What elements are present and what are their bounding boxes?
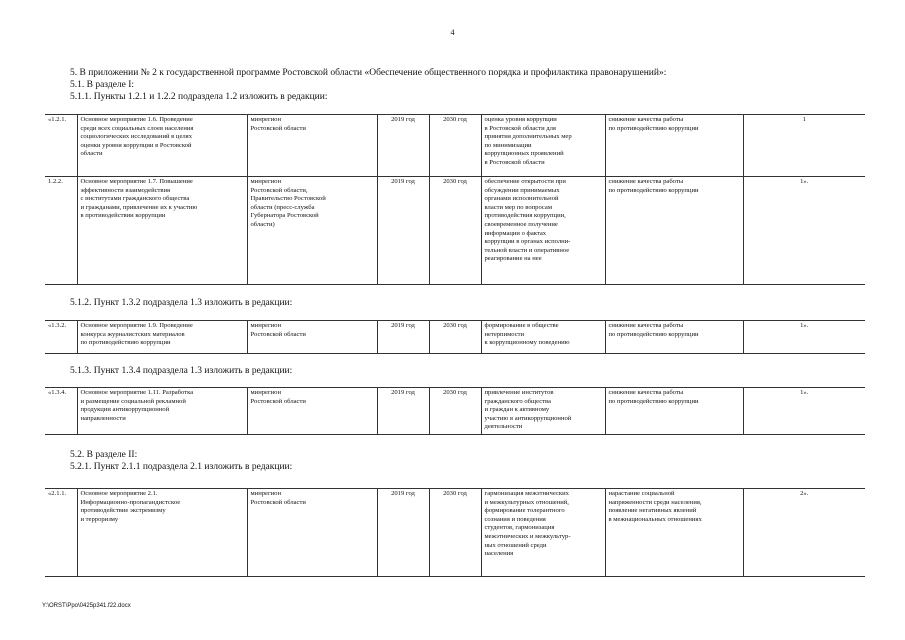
table-row <box>45 388 865 435</box>
cell-consequences: снижение качества работы по противодействию коррупции <box>605 388 743 435</box>
cell-result: гармонизация межэтнических и межкультурных отношений, формирование толерантного сознания и поведения студентов, гармонизация межэтнических и межкультур- ных отношений среди населения <box>481 489 605 577</box>
cell-executor: минрегион Ростовской области <box>247 115 377 177</box>
footer-file-path: Y:\ORST\Ppo\0425p341.f22.docx <box>42 603 131 609</box>
cell-executor: минрегион Ростовской области, Правительство Ростовской области (пресс-служба Губернатора Ростовской области) <box>247 177 377 285</box>
cell-result: обеспечение открытости при обсуждении принимаемых органами исполнительной власти мер по вопросам противодействия коррупции, своевременное получение информации о фактах коррупции в органах исполни- тельной власти и оперативное реагирование на нее <box>481 177 605 285</box>
table-row <box>45 177 865 285</box>
cell-result: оценка уровня коррупции в Ростовской области для принятия дополнительных мер по минимизации коррупционных проявлений в Ростовской области <box>481 115 605 177</box>
table-row <box>45 115 865 177</box>
paragraph-5: 5. В приложении № 2 к государственной программе Ростовской области «Обеспечение общественного порядка и профилактика правонарушений»: <box>70 68 667 78</box>
cell-start-year: 2019 год <box>377 321 429 354</box>
table-section-1-3-2 <box>45 320 865 354</box>
cell-end-year: 2030 год <box>429 115 481 177</box>
cell-consequences: снижение качества работы по противодействию коррупции <box>605 321 743 354</box>
table-row <box>45 489 865 577</box>
paragraph-5-1-3: 5.1.3. Пункт 1.3.4 подраздела 1.3 изложить в редакции: <box>70 366 293 376</box>
cell-end-year: 2030 год <box>429 489 481 577</box>
cell-number: «1.2.1. <box>45 115 77 177</box>
paragraph-5-2: 5.2. В разделе II: <box>70 450 138 460</box>
cell-end-year: 2030 год <box>429 321 481 354</box>
cell-number: «2.1.1. <box>45 489 77 577</box>
cell-measure: Основное мероприятие 1.9. Проведение конкурса журналистских материалов по противодействию коррупции <box>77 321 247 354</box>
paragraph-5-1-1: 5.1.1. Пункты 1.2.1 и 1.2.2 подраздела 1.2 изложить в редакции: <box>70 92 328 102</box>
cell-measure: Основное мероприятие 1.6. Проведение среди всех социальных слоев населения социологических исследований в целях оценки уровня коррупции в Ростовской области <box>77 115 247 177</box>
cell-indicator: 1». <box>743 321 865 354</box>
cell-indicator: 1». <box>743 177 865 285</box>
paragraph-5-2-1: 5.2.1. Пункт 2.1.1 подраздела 2.1 изложить в редакции: <box>70 462 293 472</box>
cell-executor: минрегион Ростовской области <box>247 489 377 577</box>
cell-result: привлечение институтов гражданского общества и граждан к активному участию в антикоррупционной деятельности <box>481 388 605 435</box>
cell-start-year: 2019 год <box>377 115 429 177</box>
cell-indicator: 1 <box>743 115 865 177</box>
cell-end-year: 2030 год <box>429 177 481 285</box>
table-row <box>45 321 865 354</box>
cell-result: формирование в обществе нетерпимости к коррупционному поведению <box>481 321 605 354</box>
table-section-1-2 <box>45 114 865 285</box>
table-section-2-1 <box>45 488 865 577</box>
cell-executor: минрегион Ростовской области <box>247 388 377 435</box>
cell-measure: Основное мероприятие 1.11. Разработка и размещение социальной рекламной продукции антикоррупционной направленности <box>77 388 247 435</box>
paragraph-5-1: 5.1. В разделе I: <box>70 80 135 90</box>
cell-indicator: 1». <box>743 388 865 435</box>
table-section-1-3-4 <box>45 387 865 435</box>
cell-consequences: снижение качества работы по противодействию коррупции <box>605 177 743 285</box>
cell-start-year: 2019 год <box>377 489 429 577</box>
paragraph-5-1-2: 5.1.2. Пункт 1.3.2 подраздела 1.3 изложить в редакции: <box>70 298 293 308</box>
cell-number: 1.2.2. <box>45 177 77 285</box>
cell-executor: минрегион Ростовской области <box>247 321 377 354</box>
cell-consequences: снижение качества работы по противодействию коррупции <box>605 115 743 177</box>
page-number: 4 <box>450 28 455 37</box>
cell-consequences: нарастание социальной напряженности среди населения, появление негативных явлений в межнациональных отношениях <box>605 489 743 577</box>
cell-measure: Основное мероприятие 2.1. Информационно-пропагандистское противодействие экстремизму и терроризму <box>77 489 247 577</box>
cell-measure: Основное мероприятие 1.7. Повышение эффективности взаимодействия с институтами гражданского общества и гражданами, привлечение их к участию в противодействии коррупции <box>77 177 247 285</box>
cell-start-year: 2019 год <box>377 388 429 435</box>
cell-end-year: 2030 год <box>429 388 481 435</box>
cell-number: «1.3.4. <box>45 388 77 435</box>
cell-start-year: 2019 год <box>377 177 429 285</box>
cell-indicator: 2». <box>743 489 865 577</box>
cell-number: «1.3.2. <box>45 321 77 354</box>
